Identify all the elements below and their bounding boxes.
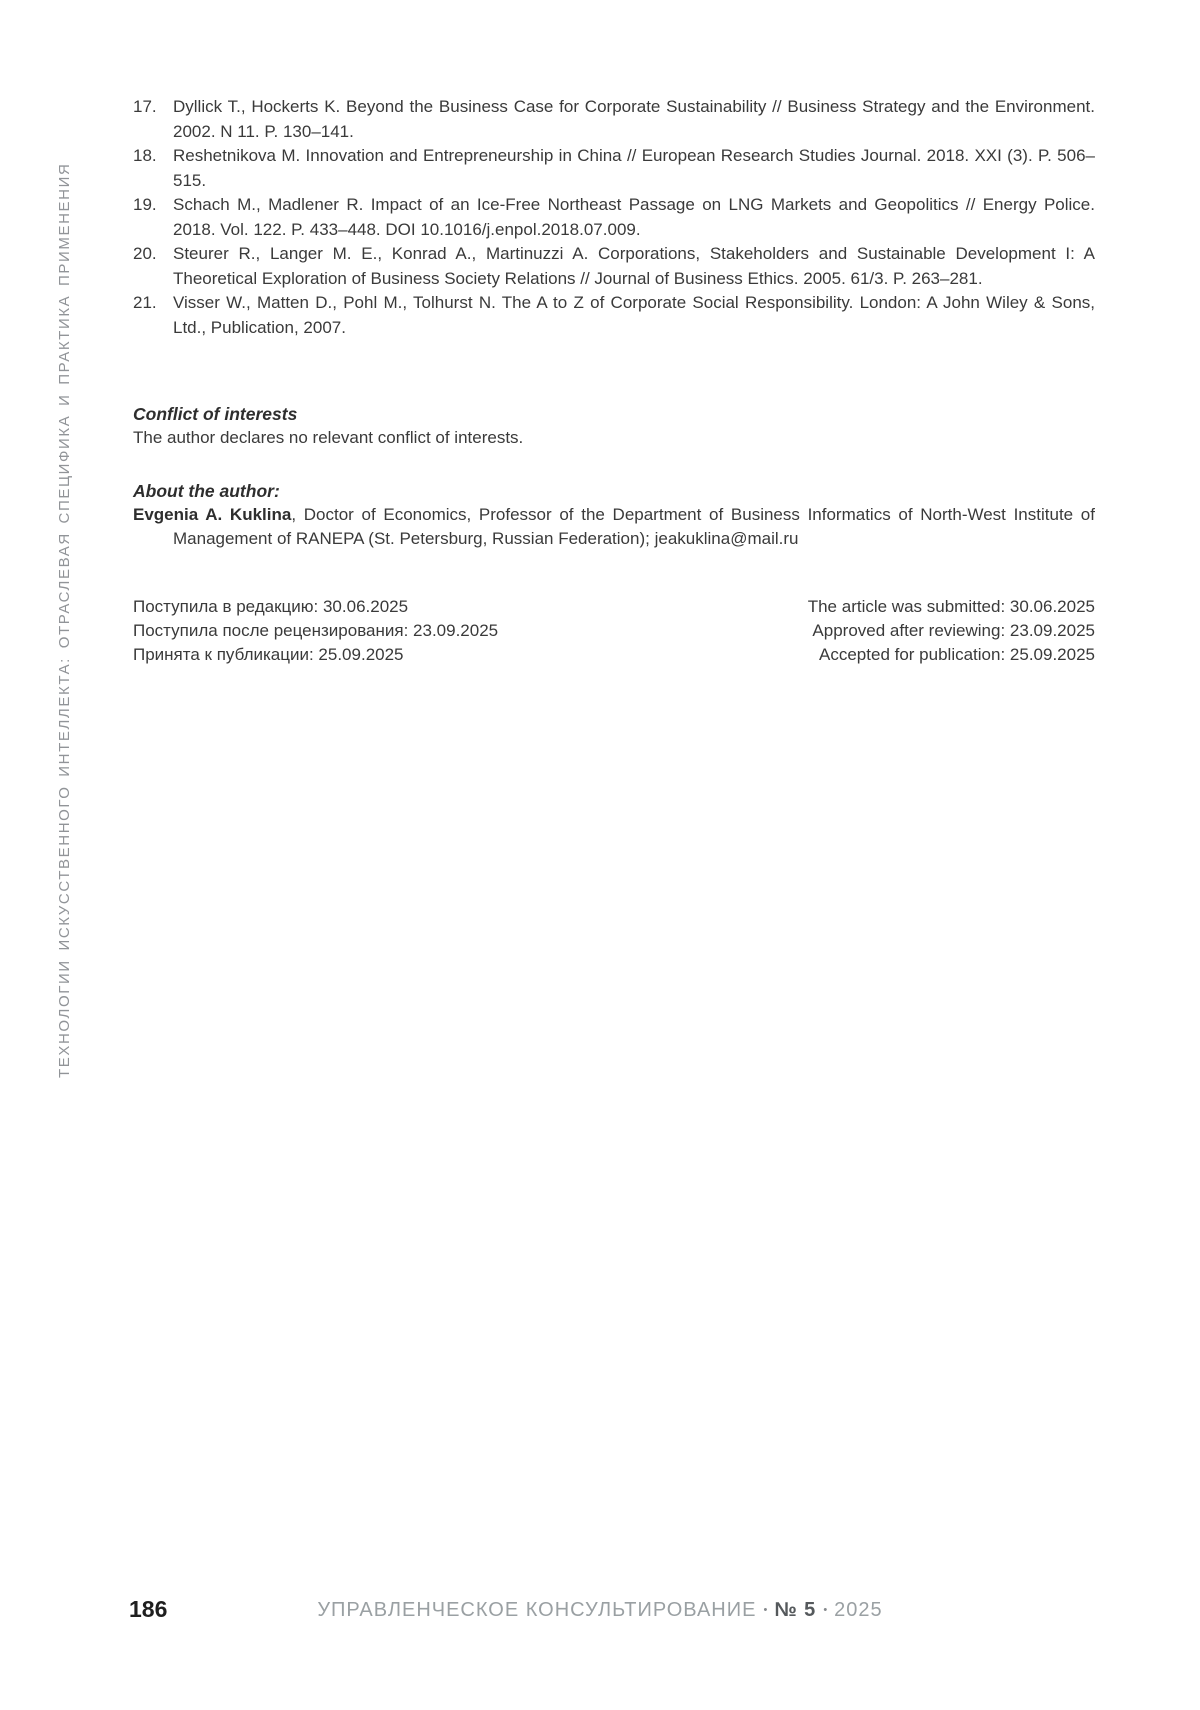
reference-item [133,95,1095,144]
date-ru: Поступила в редакцию: 30.06.2025 [133,597,409,616]
separator-dot: • [763,1604,768,1616]
year: 2025 [834,1599,883,1621]
reference-text: Reshetnikova M. Innovation and Entrepreneurship in China // European Research Studies Journal. 2018. XXI (3). P. 506–515. [173,146,1095,190]
date-en: Accepted for publication: 25.09.2025 [819,645,1095,664]
date-row [133,619,1095,643]
author-email: jeakuklina@mail.ru [654,528,799,548]
reference-text: Steurer R., Langer M. E., Konrad A., Martinuzzi A. Corporations, Stakeholders and Sustainable Development I: A Theoretical Exploration of Business Society Relations // Journal of Business Ethics. 2005. 61/3. P. 263–281. [173,244,1095,288]
date-ru: Принята к публикации: 25.09.2025 [133,645,404,664]
reference-item [133,242,1095,291]
date-en: Approved after reviewing: 23.09.2025 [812,621,1095,640]
conflict-heading: Conflict of interests [133,404,298,424]
reference-number: 18. [133,146,157,165]
about-author-section [133,479,1095,550]
reference-number: 17. [133,97,157,116]
date-row [133,643,1095,667]
conflict-of-interests-section [133,402,1095,450]
date-ru: Поступила после рецензирования: 23.09.2025 [133,621,499,640]
reference-number: 21. [133,293,157,312]
journal-footer-title [0,1598,1200,1622]
submission-dates [133,595,1095,667]
issue-number: № 5 [774,1599,817,1621]
reference-text: Dyllick T., Hockerts K. Beyond the Business Case for Corporate Sustainability // Business Strategy and the Environment. 2002. N 11. P. 130–141. [173,97,1095,141]
reference-item [133,193,1095,242]
date-row [133,595,1095,619]
reference-number: 20. [133,244,157,263]
author-name: Evgenia A. Kuklina [133,505,292,524]
reference-number: 19. [133,195,157,214]
references-list [133,95,1095,340]
author-info [133,503,1095,550]
reference-text: Visser W., Matten D., Pohl M., Tolhurst N. The A to Z of Corporate Social Responsibility. London: A John Wiley & Sons, Ltd., Publication, 2007. [173,293,1095,337]
date-en: The article was submitted: 30.06.2025 [807,597,1095,616]
page-footer [0,1596,1200,1626]
author-affiliation: , Doctor of Economics, Professor of the Department of Business Informatics of North-West Institute of Management of RANEPA (St. Petersburg, Russian Federation); [173,505,1095,548]
page-number: 186 [129,1596,168,1622]
journal-title: УПРАВЛЕНЧЕСКОЕ КОНСУЛЬТИРОВАНИЕ [317,1599,757,1621]
section-title-vertical: ТЕХНОЛОГИИ ИСКУССТВЕННОГО ИНТЕЛЛЕКТА: ОТРАСЛЕВАЯ СПЕЦИФИКА И ПРАКТИКА ПРИМЕНЕНИЯ [56,162,73,1078]
separator-dot: • [823,1604,828,1616]
conflict-body: The author declares no relevant conflict of interests. [133,428,524,447]
reference-item [133,291,1095,340]
reference-item [133,144,1095,193]
reference-text: Schach M., Madlener R. Impact of an Ice-Free Northeast Passage on LNG Markets and Geopolitics // Energy Police. 2018. Vol. 122. P. 433–448. DOI 10.1016/j.enpol.2018.07.009. [173,195,1095,239]
about-author-heading: About the author: [133,481,280,501]
